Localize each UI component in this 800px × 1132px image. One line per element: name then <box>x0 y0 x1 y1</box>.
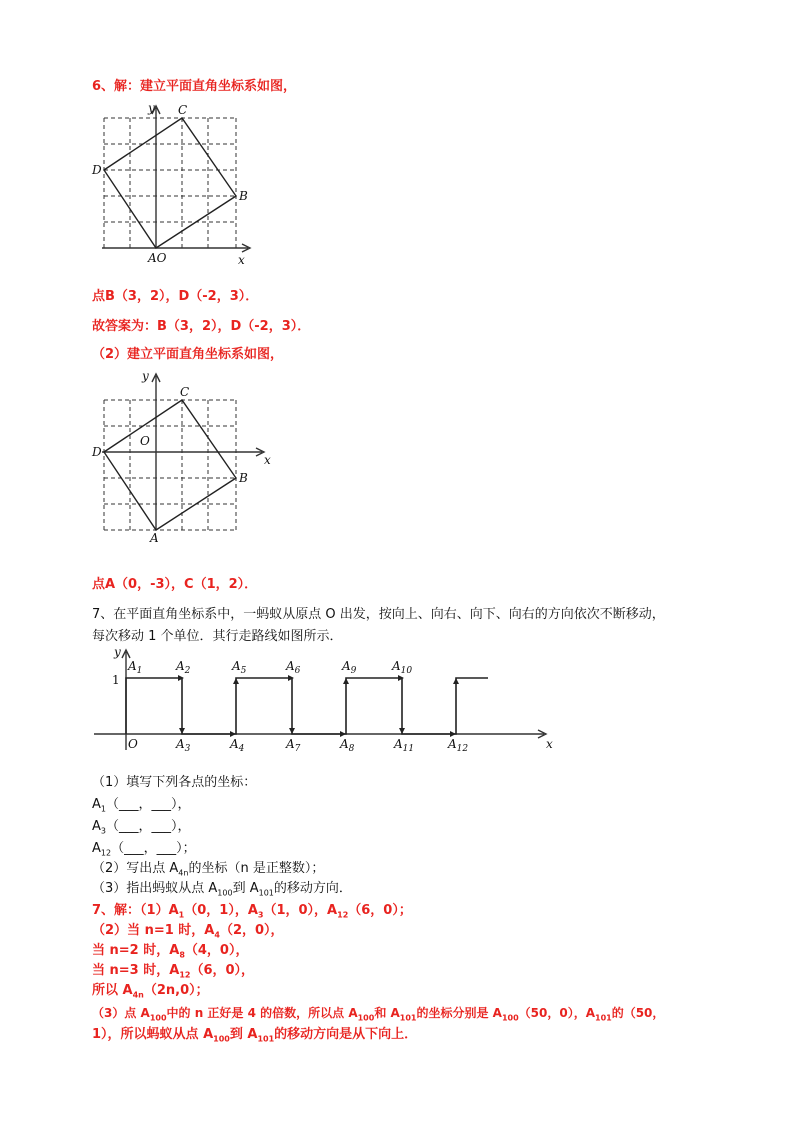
label-a2: $A_2$ <box>176 659 191 676</box>
point-c-label-2: C <box>180 385 190 399</box>
label-a12: $A_{12}$ <box>448 737 469 754</box>
label-a3: $A_3$ <box>176 737 191 754</box>
label-a8: $A_8$ <box>340 737 355 754</box>
label-a5: $A_5$ <box>232 659 247 676</box>
bottom-point-labels <box>175 737 468 754</box>
square-abcd-2 <box>104 400 236 530</box>
sol7-line-4: 当 n=3 时，$A_{12}(6$，0）， <box>92 963 255 980</box>
point-b-label: B <box>239 189 248 203</box>
q6-part-2: （2）建立平面直角坐标系如图， <box>92 347 284 362</box>
q7-line-1: 7、在平面直角坐标系中，一蚂蚁从原点 O 出发，按向上、向右、向下、向右的方向依次不断移动， <box>92 607 665 622</box>
origin-label-3: O <box>128 737 138 751</box>
q6-header: 6、解：建立平面直角坐标系如图， <box>92 79 297 94</box>
x-label-3: x <box>546 737 553 751</box>
ant-path <box>126 675 488 737</box>
sol7-line-5: 所以 $A_{4n}(2n,0)$； <box>92 983 209 1000</box>
q7-ant-path-figure <box>92 646 562 754</box>
q6-answer-3: 点A（0，-3），C（1，2）． <box>92 577 258 592</box>
origin-label: AO <box>148 251 167 265</box>
q6-figure-1 <box>92 100 262 268</box>
q7-blank-a3: $A_3(\_\_\_$，___）， <box>92 819 191 836</box>
x-label: x <box>238 253 245 267</box>
label-a11: $A_{11}$ <box>394 737 415 754</box>
sol7-line-1: 7、解：$(1)A_1(0$，1），$A_3(1$，0），$A_{12}(6$，0）； <box>92 903 412 920</box>
label-a6: $A_6$ <box>286 659 301 676</box>
point-c-label: C <box>178 103 188 117</box>
y-label-3: y <box>114 645 121 659</box>
point-a-label-2: A <box>150 531 159 545</box>
y-label-2: y <box>142 369 149 383</box>
point-d-label-2: D <box>92 445 102 459</box>
label-a7: $A_7$ <box>286 737 301 754</box>
grid-lines-2 <box>104 400 236 530</box>
q7-part-3: （3）指出蚂蚁从点 $A_{100}$到 $A_{101}$的移动方向． <box>92 881 352 898</box>
sol7-line-7: 1），所以蚂蚁从点 $A_{100}$到 $A_{101}$的移动方向是从下向上． <box>92 1027 418 1044</box>
point-b-label-2: B <box>239 471 248 485</box>
grid-lines <box>104 118 236 248</box>
label-a4: $A_4$ <box>230 737 245 754</box>
label-a1: $A_1$ <box>128 659 143 676</box>
y-label: y <box>148 101 155 115</box>
sol7-line-2: （2）当 n=1 时，$A_4(2$，0）， <box>92 923 284 940</box>
origin-label-2: O <box>140 434 150 448</box>
sol7-line-6: （3）点 $A_{100}$中的 n 正好是 4 的倍数，所以点 $A_{100}$和 $A_{101}$的坐标分别是 $A_{100}(50$，0），$A_{101}$的（50， <box>92 1006 665 1023</box>
q6-figure-2 <box>92 369 272 545</box>
sol7-line-3: 当 n=2 时，$A_8(4$，0）， <box>92 943 249 960</box>
q7-part-2: （2）写出点 $A_{4n}$的坐标（n 是正整数）； <box>92 861 325 878</box>
top-point-labels <box>127 659 412 676</box>
q6-answer-2: 故答案为：B（3，2），D（-2，3）． <box>92 319 311 334</box>
x-label-2: x <box>264 453 271 467</box>
square-abcd <box>104 118 236 248</box>
q7-blank-a12: $A_{12}(\_\_\_$，___）； <box>92 841 196 858</box>
q7-line-2: 每次移动 1 个单位．其行走路线如图所示． <box>92 629 343 644</box>
unit-label: 1 <box>112 673 120 687</box>
q7-blank-a1: $A_1(\_\_\_$，___）， <box>92 797 191 814</box>
q7-part-1: （1）填写下列各点的坐标： <box>92 775 257 790</box>
label-a10: $A_{10}$ <box>392 659 413 676</box>
q6-answer-1: 点B（3，2），D（-2，3）． <box>92 289 259 304</box>
point-d-label: D <box>92 163 102 177</box>
label-a9: $A_9$ <box>342 659 357 676</box>
